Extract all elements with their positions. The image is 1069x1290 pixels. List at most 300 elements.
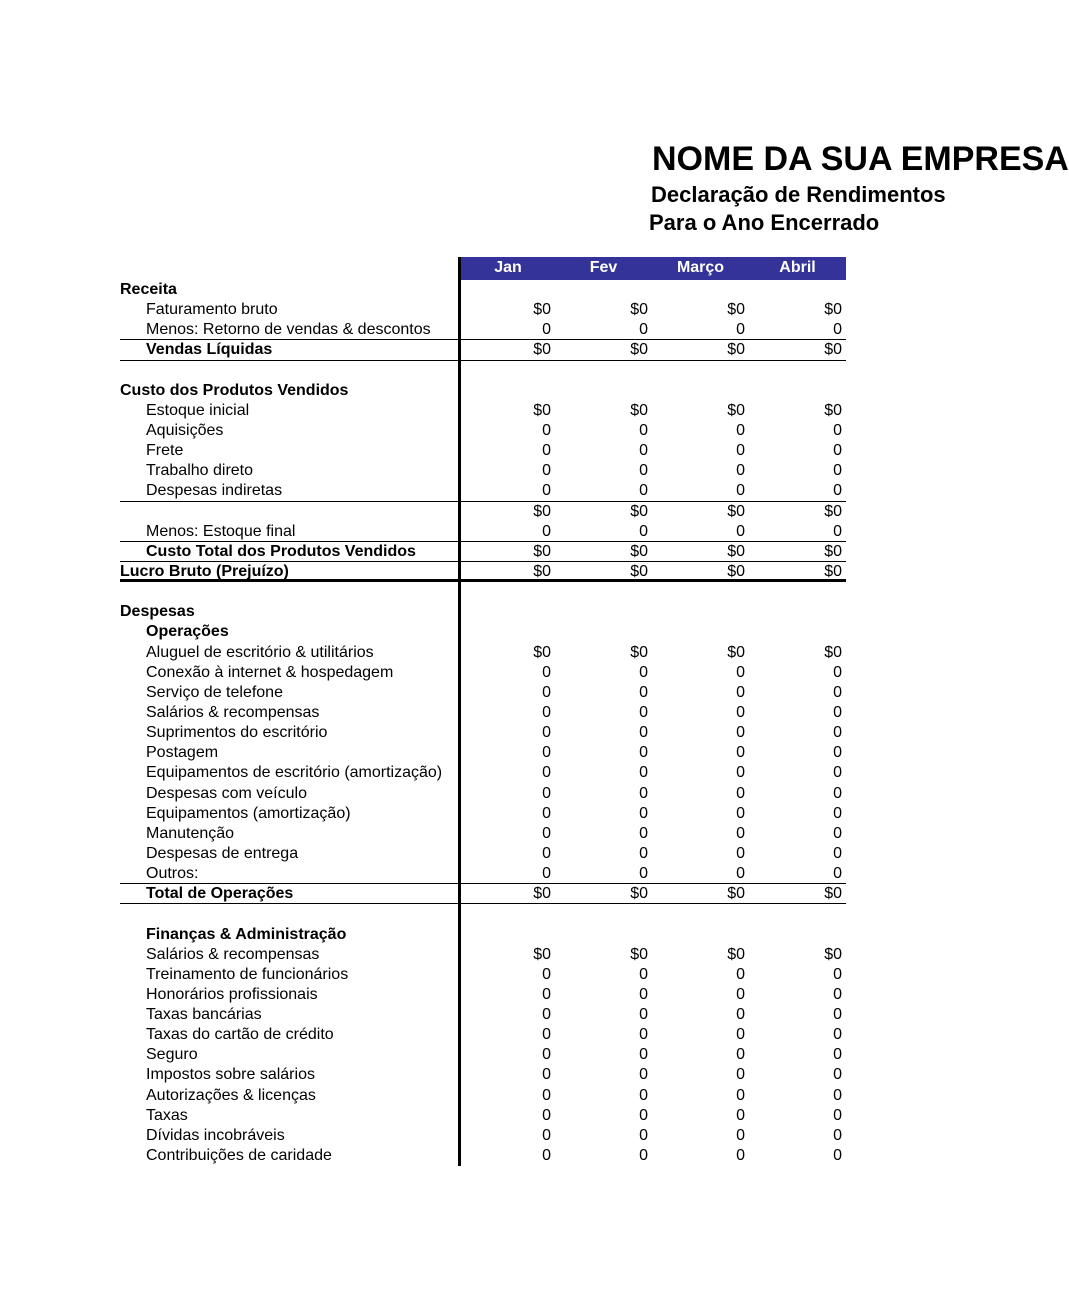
row-label [120, 904, 458, 924]
value-cell: 0 [542, 844, 551, 862]
row-label: Autorizações & licenças [146, 1086, 316, 1104]
table-row [120, 663, 846, 683]
value-cell: $0 [727, 502, 745, 520]
value-cell: 0 [833, 683, 842, 701]
value-cell [652, 602, 749, 622]
value-cell [461, 904, 555, 924]
row-values [458, 522, 846, 542]
value-cell: $0 [533, 401, 551, 419]
value-cell: $0 [630, 643, 648, 661]
value-cell: 0 [639, 1086, 648, 1104]
value-cell: 0 [736, 482, 745, 500]
value-cell: 0 [639, 522, 648, 540]
value-cell [555, 381, 652, 401]
row-label: Serviço de telefone [146, 683, 283, 701]
row-values [458, 723, 846, 743]
value-cell: 0 [736, 804, 745, 822]
value-cell: $0 [533, 945, 551, 963]
value-cell: 0 [639, 683, 648, 701]
value-cell: 0 [833, 1026, 842, 1044]
value-cell: 0 [542, 421, 551, 439]
row-label: Menos: Retorno de vendas & descontos [120, 320, 458, 340]
value-cell: $0 [824, 341, 842, 359]
row-values [458, 1106, 846, 1126]
row-values [458, 643, 846, 663]
table-row [120, 723, 846, 743]
value-cell: 0 [736, 865, 745, 883]
value-cell: $0 [630, 401, 648, 419]
row-values [458, 1045, 846, 1065]
row-label: Dívidas incobráveis [146, 1126, 285, 1144]
value-cell: $0 [533, 562, 551, 580]
row-values [458, 683, 846, 703]
value-cell: 0 [833, 1066, 842, 1084]
row-values [458, 965, 846, 985]
value-cell: 0 [639, 482, 648, 500]
row-label: Menos: Estoque final [120, 522, 458, 542]
row-label: Despesas de entrega [146, 844, 299, 862]
value-cell: 0 [542, 462, 551, 480]
value-cell: 0 [736, 744, 745, 762]
row-values [458, 340, 846, 360]
value-cell: 0 [833, 421, 842, 439]
value-cell: 0 [833, 764, 842, 782]
value-cell: 0 [542, 321, 551, 339]
table-row [120, 320, 846, 340]
value-cell: $0 [630, 945, 648, 963]
value-cell: 0 [736, 1006, 745, 1024]
table-row [120, 1025, 846, 1045]
row-values [458, 864, 846, 884]
row-values [458, 582, 846, 602]
value-cell [461, 381, 555, 401]
value-cell [749, 622, 846, 642]
value-cell: 0 [736, 784, 745, 802]
row-values [458, 784, 846, 804]
value-cell: 0 [542, 744, 551, 762]
value-cell: $0 [533, 301, 551, 319]
row-label: Impostos sobre salários [146, 1066, 315, 1084]
table-row [120, 542, 846, 562]
value-cell: 0 [542, 1086, 551, 1104]
value-cell: 0 [639, 744, 648, 762]
value-cell: 0 [639, 321, 648, 339]
row-label: Equipamentos de escritório (amortização) [146, 764, 443, 782]
value-cell [461, 280, 555, 300]
row-values [458, 844, 846, 864]
value-cell: 0 [736, 663, 745, 681]
value-cell: 0 [639, 663, 648, 681]
company-name: NOME DA SUA EMPRESA [652, 140, 1069, 178]
value-cell: 0 [736, 1106, 745, 1124]
table-row [120, 824, 846, 844]
value-cell: 0 [736, 1147, 745, 1165]
value-cell: 0 [542, 784, 551, 802]
table-row [120, 481, 846, 501]
value-cell: 0 [542, 724, 551, 742]
value-cell: $0 [727, 341, 745, 359]
value-cell: 0 [542, 985, 551, 1003]
income-statement-table [120, 257, 846, 1166]
value-cell: 0 [833, 985, 842, 1003]
value-cell: $0 [533, 643, 551, 661]
row-label: Lucro Bruto (Prejuízo) [120, 562, 458, 582]
value-cell: 0 [736, 965, 745, 983]
value-cell: 0 [736, 683, 745, 701]
value-cell: 0 [833, 703, 842, 721]
row-values [458, 481, 846, 501]
value-cell: 0 [542, 1046, 551, 1064]
row-label: Operações [146, 623, 229, 641]
row-label [120, 582, 458, 602]
row-values [458, 421, 846, 441]
value-cell: $0 [533, 502, 551, 520]
value-cell: 0 [736, 1066, 745, 1084]
row-label: Seguro [146, 1046, 198, 1064]
row-label: Treinamento de funcionários [146, 965, 349, 983]
table-row [120, 1106, 846, 1126]
row-label: Frete [146, 442, 184, 460]
row-values [458, 1005, 846, 1025]
value-cell [749, 925, 846, 945]
table-row [120, 1146, 846, 1166]
month-header: Abril [779, 259, 816, 276]
value-cell: $0 [727, 562, 745, 580]
value-cell [461, 582, 555, 602]
value-cell: 0 [833, 1106, 842, 1124]
row-label: Honorários profissionais [146, 985, 318, 1003]
row-values [458, 1126, 846, 1146]
value-cell: 0 [542, 442, 551, 460]
value-cell: 0 [833, 462, 842, 480]
value-cell: 0 [833, 1086, 842, 1104]
value-cell: 0 [542, 482, 551, 500]
value-cell: $0 [533, 341, 551, 359]
value-cell: $0 [630, 341, 648, 359]
row-label: Taxas do cartão de crédito [146, 1026, 334, 1044]
row-values [458, 703, 846, 723]
table-row [120, 1065, 846, 1085]
value-cell: 0 [639, 784, 648, 802]
value-cell: 0 [542, 1026, 551, 1044]
row-label: Faturamento bruto [146, 301, 278, 319]
row-label: Custo dos Produtos Vendidos [120, 381, 349, 399]
value-cell: $0 [533, 885, 551, 903]
value-cell [555, 925, 652, 945]
value-cell: 0 [833, 1046, 842, 1064]
value-cell: 0 [833, 844, 842, 862]
row-label: Despesas indiretas [120, 481, 458, 501]
statement-rows [120, 280, 846, 1166]
table-row [120, 965, 846, 985]
value-cell: 0 [833, 1126, 842, 1144]
value-cell: 0 [542, 804, 551, 822]
value-cell: 0 [833, 804, 842, 822]
row-label: Taxas [146, 1106, 188, 1124]
table-row [120, 925, 846, 945]
value-cell: 0 [639, 1126, 648, 1144]
value-cell: 0 [542, 1126, 551, 1144]
row-values [458, 804, 846, 824]
value-cell: $0 [630, 301, 648, 319]
value-cell: 0 [639, 1006, 648, 1024]
value-cell: 0 [833, 663, 842, 681]
table-row [120, 683, 846, 703]
value-cell: $0 [824, 885, 842, 903]
value-cell [749, 381, 846, 401]
table-row [120, 401, 846, 421]
value-cell: 0 [639, 1147, 648, 1165]
value-cell [749, 280, 846, 300]
value-cell [749, 904, 846, 924]
row-label [120, 502, 458, 522]
row-label: Aquisições [146, 421, 224, 439]
value-cell: $0 [727, 885, 745, 903]
row-label: Conexão à internet & hospedagem [146, 663, 394, 681]
value-cell: 0 [833, 784, 842, 802]
table-row [120, 904, 846, 924]
table-row [120, 945, 846, 965]
table-row [120, 461, 846, 481]
value-cell [461, 925, 555, 945]
value-cell: $0 [824, 502, 842, 520]
value-cell: 0 [833, 482, 842, 500]
value-cell: $0 [630, 542, 648, 560]
row-label: Manutenção [146, 824, 235, 842]
row-label: Finanças & Administração [146, 925, 347, 943]
table-row [120, 562, 846, 582]
value-cell: $0 [824, 401, 842, 419]
value-cell [461, 602, 555, 622]
value-cell: 0 [639, 442, 648, 460]
table-row [120, 703, 846, 723]
value-cell: $0 [727, 301, 745, 319]
value-cell: 0 [736, 442, 745, 460]
value-cell: $0 [824, 562, 842, 580]
table-row [120, 361, 846, 381]
value-cell: 0 [639, 1026, 648, 1044]
row-values [458, 743, 846, 763]
value-cell: 0 [542, 683, 551, 701]
value-cell [461, 361, 555, 381]
table-row [120, 1126, 846, 1146]
table-row [120, 864, 846, 884]
month-header: Fev [589, 259, 618, 276]
value-cell: 0 [833, 1006, 842, 1024]
table-row [120, 522, 846, 542]
value-cell: 0 [736, 703, 745, 721]
value-cell: 0 [542, 824, 551, 842]
value-cell: 0 [639, 724, 648, 742]
table-row [120, 643, 846, 663]
value-cell: 0 [639, 965, 648, 983]
row-values [458, 1086, 846, 1106]
table-row [120, 743, 846, 763]
value-cell: 0 [833, 724, 842, 742]
table-row [120, 381, 846, 401]
row-values [458, 763, 846, 783]
value-cell: 0 [833, 321, 842, 339]
value-cell: 0 [639, 421, 648, 439]
value-cell: 0 [833, 1147, 842, 1165]
table-row [120, 280, 846, 300]
value-cell [652, 381, 749, 401]
value-cell: 0 [833, 522, 842, 540]
value-cell: 0 [736, 844, 745, 862]
value-cell: 0 [736, 824, 745, 842]
value-cell [652, 582, 749, 602]
table-row [120, 340, 846, 360]
row-values [458, 622, 846, 642]
row-values [458, 663, 846, 683]
value-cell: 0 [833, 865, 842, 883]
row-label [120, 361, 458, 381]
value-cell: 0 [639, 1066, 648, 1084]
row-values [458, 925, 846, 945]
row-label: Receita [120, 281, 177, 298]
row-values [458, 401, 846, 421]
row-label: Despesas [120, 603, 195, 621]
table-row [120, 1045, 846, 1065]
value-cell: 0 [736, 1046, 745, 1064]
row-label: Despesas com veículo [146, 784, 307, 802]
row-values [458, 542, 846, 562]
value-cell: 0 [542, 663, 551, 681]
value-cell: 0 [542, 1006, 551, 1024]
table-row [120, 1005, 846, 1025]
row-values [458, 280, 846, 300]
table-row [120, 582, 846, 602]
row-values [458, 904, 846, 924]
row-values [458, 602, 846, 622]
value-cell: $0 [727, 542, 745, 560]
table-row [120, 300, 846, 320]
value-cell: 0 [639, 462, 648, 480]
value-cell: $0 [630, 885, 648, 903]
value-cell: 0 [542, 522, 551, 540]
value-cell [749, 602, 846, 622]
value-cell [555, 361, 652, 381]
row-label: Contribuições de caridade [146, 1147, 332, 1165]
row-label: Salários & recompensas [146, 945, 320, 963]
value-cell [652, 361, 749, 381]
value-cell [555, 602, 652, 622]
value-cell: 0 [542, 965, 551, 983]
value-cell: 0 [736, 522, 745, 540]
table-row [120, 441, 846, 461]
value-cell: 0 [542, 1147, 551, 1165]
value-cell [749, 361, 846, 381]
value-cell: 0 [833, 965, 842, 983]
value-cell [555, 280, 652, 300]
value-cell: 0 [639, 703, 648, 721]
value-cell: $0 [824, 643, 842, 661]
value-cell [555, 582, 652, 602]
row-values [458, 381, 846, 401]
row-values [458, 320, 846, 340]
value-cell [555, 904, 652, 924]
value-cell: $0 [727, 643, 745, 661]
table-row [120, 763, 846, 783]
value-cell [652, 622, 749, 642]
value-cell: $0 [630, 562, 648, 580]
value-cell: 0 [639, 1106, 648, 1124]
value-cell: 0 [736, 421, 745, 439]
value-cell: 0 [736, 724, 745, 742]
value-cell: 0 [833, 442, 842, 460]
value-cell: $0 [824, 301, 842, 319]
table-row [120, 985, 846, 1005]
value-cell: 0 [833, 824, 842, 842]
row-label: Salários & recompensas [146, 703, 320, 721]
table-row [120, 884, 846, 904]
value-cell: 0 [542, 703, 551, 721]
value-cell: 0 [736, 1086, 745, 1104]
row-values [458, 300, 846, 320]
value-cell: $0 [533, 542, 551, 560]
table-row [120, 1086, 846, 1106]
row-values [458, 1146, 846, 1166]
value-cell: 0 [542, 764, 551, 782]
value-cell: 0 [833, 744, 842, 762]
value-cell: $0 [630, 502, 648, 520]
value-cell [652, 904, 749, 924]
month-header: Jan [494, 259, 522, 276]
value-cell: 0 [736, 764, 745, 782]
month-header-row [458, 257, 846, 280]
value-cell: 0 [542, 1106, 551, 1124]
value-cell: $0 [727, 401, 745, 419]
statement-period: Para o Ano Encerrado [649, 210, 880, 235]
row-label: Aluguel de escritório & utilitários [146, 643, 374, 661]
table-row [120, 421, 846, 441]
value-cell [652, 280, 749, 300]
row-label: Estoque inicial [146, 401, 250, 419]
row-values [458, 441, 846, 461]
table-row [120, 784, 846, 804]
value-cell [749, 582, 846, 602]
row-values [458, 1025, 846, 1045]
value-cell: 0 [736, 1026, 745, 1044]
row-values [458, 361, 846, 381]
value-cell: 0 [639, 804, 648, 822]
row-label: Taxas bancárias [146, 1006, 262, 1024]
row-label: Equipamentos (amortização) [146, 804, 351, 822]
row-values [458, 945, 846, 965]
value-cell [555, 622, 652, 642]
value-cell: 0 [639, 844, 648, 862]
value-cell [652, 925, 749, 945]
value-cell: 0 [639, 824, 648, 842]
table-row [120, 844, 846, 864]
value-cell: 0 [736, 321, 745, 339]
value-cell: 0 [639, 764, 648, 782]
table-row [120, 602, 846, 622]
row-label: Postagem [146, 744, 219, 762]
value-cell: $0 [824, 945, 842, 963]
row-values [458, 1065, 846, 1085]
month-header: Março [676, 259, 725, 276]
value-cell: 0 [542, 865, 551, 883]
value-cell: 0 [639, 865, 648, 883]
row-values [458, 461, 846, 481]
value-cell: $0 [824, 542, 842, 560]
row-label: Trabalho direto [146, 462, 254, 480]
table-row [120, 502, 846, 522]
value-cell: 0 [736, 462, 745, 480]
row-label: Suprimentos do escritório [146, 724, 328, 742]
row-values [458, 562, 846, 582]
